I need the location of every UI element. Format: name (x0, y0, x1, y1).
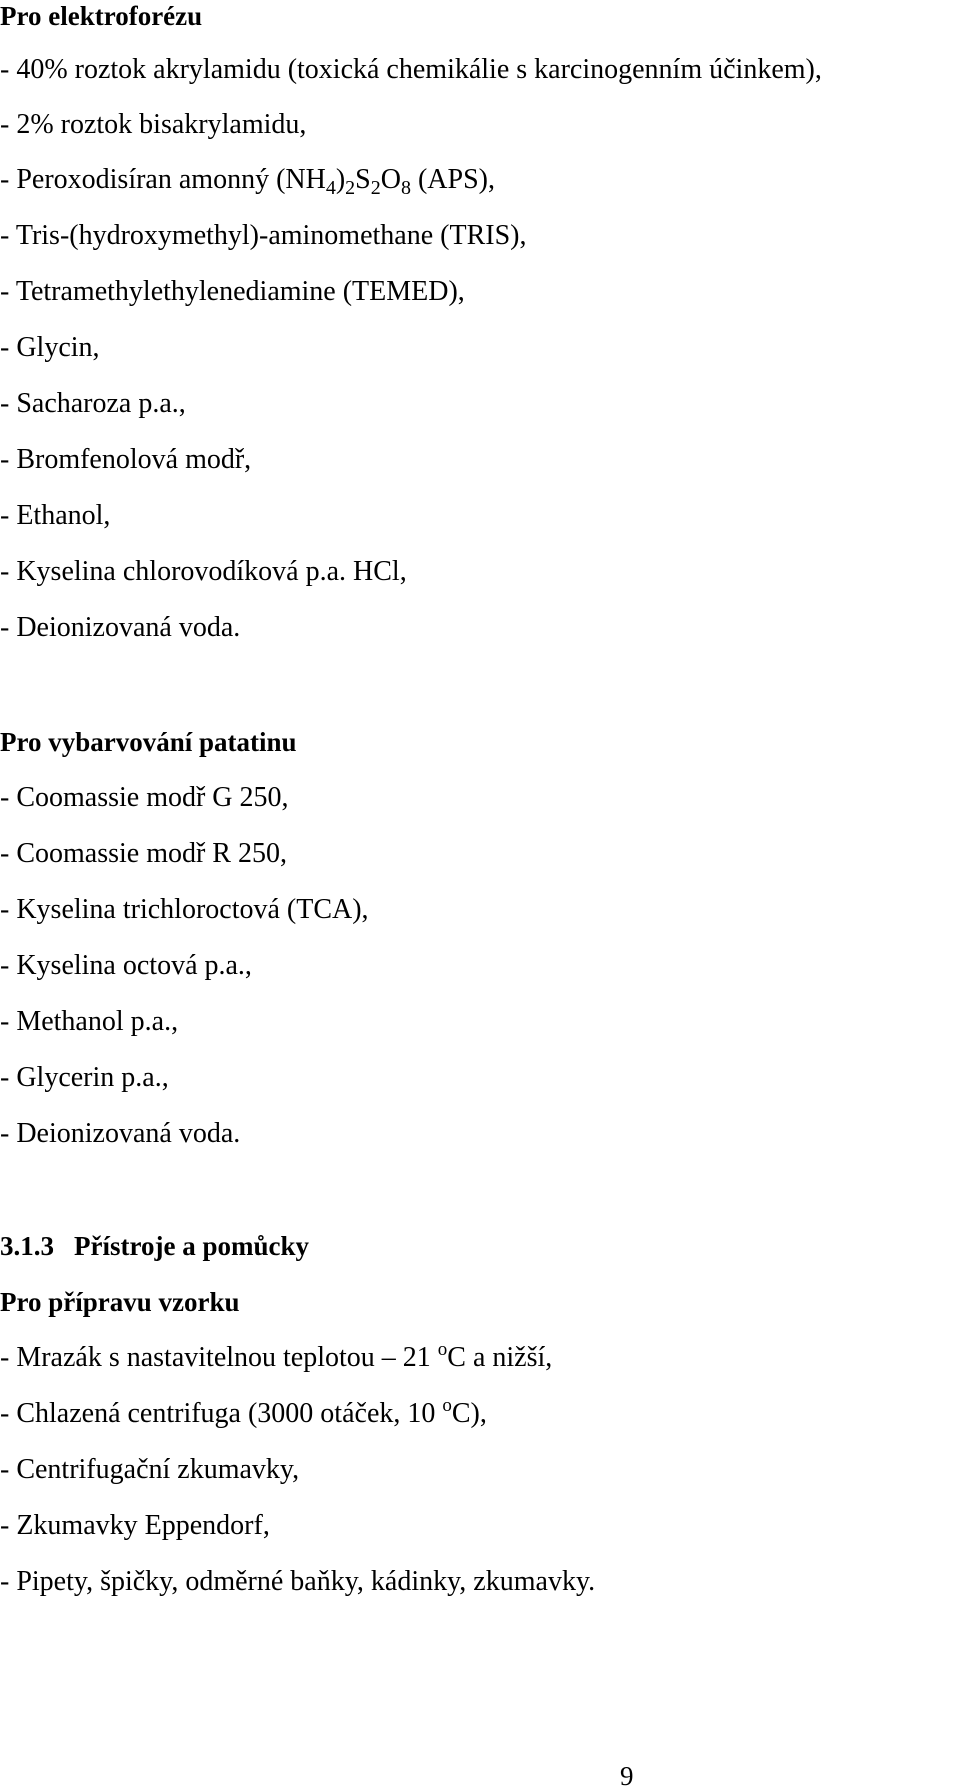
centrifuge-prefix: - Chlazená centrifuga (3000 otáček, 10 (0, 1398, 443, 1429)
centrifuge-degree: o (442, 1395, 452, 1416)
list-item: - Tris-(hydroxymethyl)-aminomethane (TRIS), (0, 220, 527, 251)
freezer-suffix: C a nižší, (447, 1342, 553, 1373)
list-item: - Centrifugační zkumavky, (0, 1454, 300, 1485)
list-item: - Deionizovaná voda. (0, 612, 241, 643)
list-item: - Kyselina chlorovodíková p.a. HCl, (0, 556, 407, 587)
list-item: - 2% roztok bisakrylamidu, (0, 109, 307, 140)
list-item: - Glycin, (0, 332, 100, 363)
list-item: - Sacharoza p.a., (0, 388, 186, 419)
list-item: - Methanol p.a., (0, 1006, 179, 1037)
heading-sample-prep: Pro přípravu vzorku (0, 1287, 240, 1317)
list-item: - Bromfenolová modř, (0, 444, 252, 475)
section-title: Přístroje a pomůcky (74, 1231, 309, 1261)
aps-prefix: - Peroxodisíran amonný (NH (0, 164, 326, 195)
list-item: - Kyselina trichloroctová (TCA), (0, 894, 369, 925)
aps-sub-8: 8 (400, 177, 411, 199)
list-item-freezer (0, 1339, 553, 1374)
centrifuge-suffix: C), (451, 1398, 487, 1429)
heading-electrophoresis: Pro elektroforézu (0, 1, 203, 31)
aps-sub-2b: 2 (370, 177, 381, 199)
list-item: - Ethanol, (0, 500, 111, 531)
list-item: - Deionizovaná voda. (0, 1118, 241, 1149)
aps-suffix: (APS), (410, 164, 495, 195)
aps-mid-2: S (355, 164, 371, 195)
section-heading (0, 1230, 309, 1262)
list-item: - Coomassie modř G 250, (0, 782, 289, 813)
section-number: 3.1.3 (0, 1231, 54, 1261)
aps-sub-4: 4 (325, 177, 336, 199)
list-item: - Kyselina octová p.a., (0, 950, 252, 981)
list-item: - Tetramethylethylenediamine (TEMED), (0, 276, 465, 307)
list-item: - Coomassie modř R 250, (0, 838, 287, 869)
list-item: - Glycerin p.a., (0, 1062, 169, 1093)
aps-mid-3: O (380, 164, 401, 195)
list-item-aps (0, 164, 495, 199)
freezer-prefix: - Mrazák s nastavitelnou teplotou – 21 (0, 1342, 438, 1373)
aps-mid-1: ) (335, 164, 346, 195)
list-item-centrifuge (0, 1395, 487, 1430)
freezer-degree: o (437, 1339, 448, 1360)
list-item: - Zkumavky Eppendorf, (0, 1510, 270, 1541)
list-item: - Pipety, špičky, odměrné baňky, kádinky, zkumavky. (0, 1566, 596, 1597)
aps-sub-2a: 2 (345, 177, 356, 199)
list-item: - 40% roztok akrylamidu (toxická chemikálie s karcinogenním účinkem), (0, 54, 822, 85)
heading-staining: Pro vybarvování patatinu (0, 727, 297, 757)
page-number: 9 (620, 1761, 634, 1791)
